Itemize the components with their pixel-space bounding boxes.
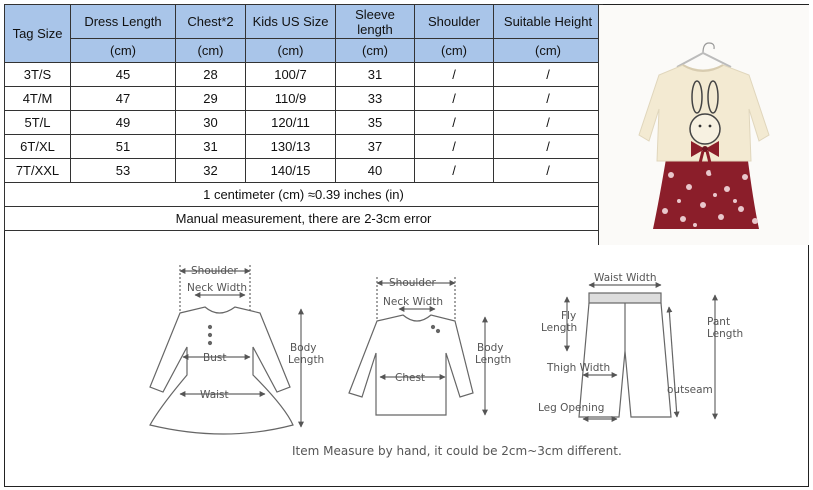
table-row: [5, 63, 603, 87]
size-tag-cell: 3T/S: [5, 63, 71, 87]
table-cell: 47: [71, 87, 176, 111]
table-cell: 110/9: [246, 87, 336, 111]
bunny-face-icon: [690, 114, 720, 144]
dress-body-length-label-2: Length: [288, 354, 325, 366]
table-cell: /: [415, 159, 494, 183]
unit-cell: (cm): [415, 39, 494, 63]
size-tag-cell: 6T/XL: [5, 135, 71, 159]
table-cell: 30: [176, 111, 246, 135]
table-cell: 140/15: [246, 159, 336, 183]
header-kids-us-size: Kids US Size: [246, 5, 336, 39]
top-outline: [349, 315, 473, 415]
dress-outline: [150, 307, 293, 434]
table-cell: /: [494, 63, 603, 87]
table-cell: 45: [71, 63, 176, 87]
table-cell: 31: [176, 135, 246, 159]
unit-cell: (cm): [246, 39, 336, 63]
table-cell: 32: [176, 159, 246, 183]
table-row: [5, 111, 603, 135]
pants-diagram: [567, 285, 715, 419]
unit-cell: (cm): [176, 39, 246, 63]
table-cell: /: [415, 87, 494, 111]
conversion-note: 1 centimeter (cm) ≈0.39 inches (in): [5, 183, 603, 207]
header-chest: Chest*2: [176, 5, 246, 39]
table-cell: /: [415, 135, 494, 159]
table-cell: /: [494, 111, 603, 135]
dress-waist-label: Waist: [200, 389, 229, 401]
floral-skirt: [653, 153, 759, 229]
pants-outseam-label: outseam: [667, 384, 713, 396]
pants-thigh-width-label: Thigh Width: [547, 362, 611, 374]
size-table: [4, 4, 603, 231]
top-body-length-label-1: Body: [477, 342, 504, 354]
table-row: [5, 159, 603, 183]
pants-waist-width-label: Waist Width: [594, 272, 657, 284]
header-suitable-height: Suitable Height: [494, 5, 603, 39]
table-cell: /: [494, 159, 603, 183]
table-cell: 40: [336, 159, 415, 183]
pants-waistband: [589, 293, 661, 303]
error-note: Manual measurement, there are 2-3cm error: [5, 207, 603, 231]
table-cell: 120/11: [246, 111, 336, 135]
top-chest-label: Chest: [395, 372, 426, 384]
header-sleeve-length: Sleeve length: [336, 5, 415, 39]
top-neck-width-label: Neck Width: [383, 296, 444, 308]
table-cell: 51: [71, 135, 176, 159]
dress-shoulder-label: Shoulder: [191, 265, 238, 277]
size-tag-cell: 5T/L: [5, 111, 71, 135]
unit-cell: (cm): [71, 39, 176, 63]
table-cell: 37: [336, 135, 415, 159]
table-cell: /: [415, 111, 494, 135]
hanger-hook-icon: [703, 43, 714, 53]
dress-bust-label: Bust: [203, 352, 227, 364]
size-tag-cell: 4T/M: [5, 87, 71, 111]
product-photo: [598, 5, 809, 245]
tag-size-header: Tag Size: [5, 5, 71, 63]
measurement-note: Item Measure by hand, it could be 2cm~3cm different.: [292, 444, 622, 458]
table-cell: /: [494, 87, 603, 111]
unit-cell: (cm): [336, 39, 415, 63]
table-cell: 29: [176, 87, 246, 111]
table-cell: 35: [336, 111, 415, 135]
table-cell: 33: [336, 87, 415, 111]
table-row: [5, 135, 603, 159]
table-cell: /: [415, 63, 494, 87]
dress-neck-width-label: Neck Width: [187, 282, 248, 294]
pants-fly-length-label-2: Length: [541, 322, 578, 334]
top-body-length-label-2: Length: [475, 354, 512, 366]
table-row: [5, 87, 603, 111]
top-shoulder-label: Shoulder: [389, 277, 436, 289]
table-cell: 100/7: [246, 63, 336, 87]
table-cell: 130/13: [246, 135, 336, 159]
pants-pant-length-label-1: Pant: [707, 316, 731, 328]
table-cell: 53: [71, 159, 176, 183]
girl-outfit-illustration: [599, 5, 809, 245]
table-cell: 49: [71, 111, 176, 135]
unit-cell: (cm): [494, 39, 603, 63]
pants-leg-opening-label: Leg Opening: [538, 402, 605, 414]
table-cell: /: [494, 135, 603, 159]
dress-body-length-label-1: Body: [290, 342, 317, 354]
table-cell: 31: [336, 63, 415, 87]
pants-pant-length-label-2: Length: [707, 328, 744, 340]
size-tag-cell: 7T/XXL: [5, 159, 71, 183]
table-cell: 28: [176, 63, 246, 87]
pants-fly-length-label-1: Fly: [561, 310, 577, 322]
header-shoulder: Shoulder: [415, 5, 494, 39]
header-dress-length: Dress Length: [71, 5, 176, 39]
